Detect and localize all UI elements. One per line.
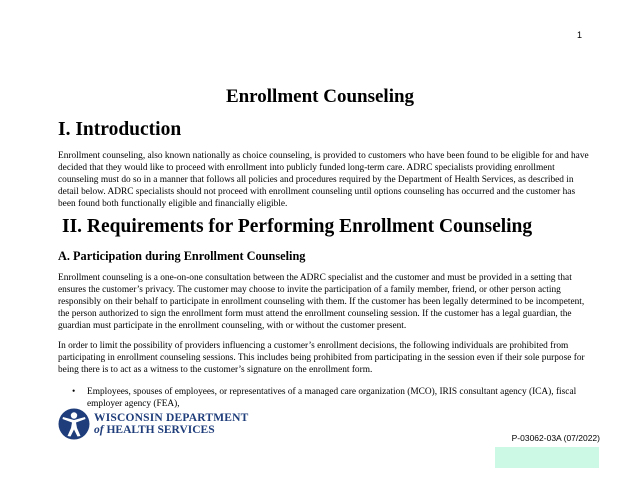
section-heading-requirements: II. Requirements for Performing Enrollment Counseling (62, 216, 533, 237)
subsection-heading-participation: A. Participation during Enrollment Counseling (58, 249, 306, 263)
bullet-list-item (72, 386, 590, 410)
introduction-paragraph: Enrollment counseling, also known nationally as choice counseling, is provided to customers who have been found to be eligible for and have decided that they would like to proceed with enrollment into publicly funded long-term care. ADRC specialists providing enrollment counseling must do so in a manner that follows all policies and procedures required by the Department of Health Services, as described in detail below. ADRC specialists should not proceed with enrollment counseling until options counseling has occurred and the customer has been found both functionally eligible and financially eligible. (58, 151, 589, 210)
participation-paragraph: Enrollment counseling is a one-on-one consultation between the ADRC specialist and the customer and must be provided in a setting that ensures the customer’s privacy. The customer may choose to invite the participation of a family member, friend, or other person acting responsibly on their behalf to participate in enrollment counseling with them. If the customer has been legally determined to be incompetent, the person authorized to sign the enrollment form must attend the enrollment counseling session. If the customer has a legal guardian, the guardian must participate in the enrollment counseling, with or without the customer present. (58, 273, 585, 332)
bullet-text: Employees, spouses of employees, or representatives of a managed care organization (MCO), IRIS consultant agency (ICA), fiscal employer agency (FEA), (87, 387, 577, 410)
document-title: Enrollment Counseling (225, 86, 415, 107)
form-number: P-03062-03A (07/2022) (511, 433, 600, 443)
logo-of: of (94, 424, 104, 436)
logo-health-services: HEALTH SERVICES (106, 424, 215, 436)
logo-line-2 (94, 424, 249, 436)
logo-line-1: WISCONSIN DEPARTMENT (94, 412, 249, 424)
wisconsin-figure-icon (58, 408, 90, 440)
highlight-box (495, 447, 599, 468)
section-heading-introduction: I. Introduction (58, 119, 182, 140)
prohibited-individuals-paragraph: In order to limit the possibility of providers influencing a customer’s enrollment decisions, the following individuals are prohibited from participating in enrollment counseling sessions. This includes being prohibited from participating in the session even if their sole purpose for being there is to act as a witness to the customer’s signature on the enrollment form. (58, 341, 585, 376)
bullet-icon: • (72, 387, 76, 397)
page-number: 1 (576, 30, 582, 40)
dhs-logo (58, 408, 249, 440)
